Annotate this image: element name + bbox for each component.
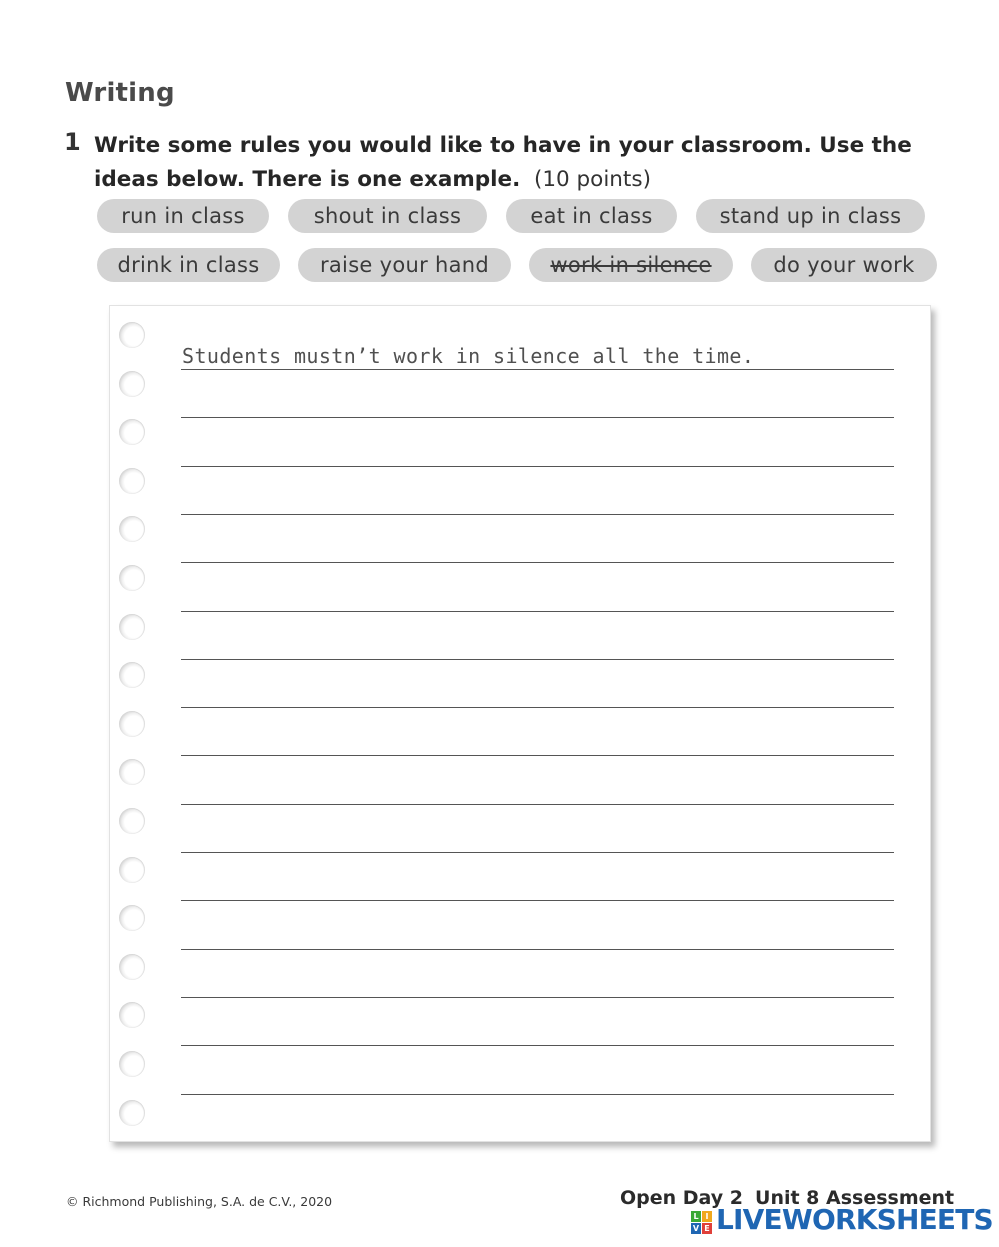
binder-ring-icon bbox=[119, 516, 145, 542]
writing-line[interactable] bbox=[181, 369, 894, 370]
writing-line[interactable] bbox=[181, 514, 894, 515]
writing-line[interactable] bbox=[181, 466, 894, 467]
binder-ring-icon bbox=[119, 857, 145, 883]
idea-chip-drink-in-class: drink in class bbox=[97, 248, 280, 282]
writing-line[interactable] bbox=[181, 1045, 894, 1046]
instructions-text: Write some rules you would like to have in your classroom. Use the ideas below. There is one example. bbox=[94, 133, 912, 192]
writing-line[interactable] bbox=[181, 707, 894, 708]
binder-ring-icon bbox=[119, 419, 145, 445]
binder-ring-icon bbox=[119, 711, 145, 737]
idea-chip-run-in-class: run in class bbox=[97, 199, 269, 233]
binder-ring-icon bbox=[119, 808, 145, 834]
question-instructions bbox=[94, 129, 944, 197]
liveworksheets-logo-text: LIVEWORKSHEETS bbox=[716, 1203, 993, 1236]
binder-ring-icon bbox=[119, 1051, 145, 1077]
binder-ring-icon bbox=[119, 759, 145, 785]
binder-ring-icon bbox=[119, 371, 145, 397]
idea-chip-stand-up-in-class: stand up in class bbox=[696, 199, 925, 233]
binder-ring-icon bbox=[119, 468, 145, 494]
section-title: Writing bbox=[65, 78, 175, 108]
writing-line[interactable] bbox=[181, 949, 894, 950]
binder-ring-icon bbox=[119, 1100, 145, 1126]
binder-ring-icon bbox=[119, 614, 145, 640]
example-answer: Students mustn’t work in silence all the time. bbox=[182, 344, 755, 368]
points-label: (10 points) bbox=[533, 167, 651, 192]
binder-ring-icon bbox=[119, 662, 145, 688]
logo-letter: L bbox=[691, 1211, 701, 1222]
logo-letter: I bbox=[702, 1211, 712, 1222]
writing-line[interactable] bbox=[181, 417, 894, 418]
writing-line[interactable] bbox=[181, 900, 894, 901]
binder-ring-icon bbox=[119, 954, 145, 980]
idea-chip-do-your-work: do your work bbox=[751, 248, 937, 282]
writing-line[interactable] bbox=[181, 755, 894, 756]
question-number: 1 bbox=[64, 128, 81, 156]
binder-ring-icon bbox=[119, 322, 145, 348]
binder-ring-icon bbox=[119, 1002, 145, 1028]
writing-line[interactable] bbox=[181, 611, 894, 612]
idea-chip-work-in-silence: work in silence bbox=[529, 248, 733, 282]
unit-name: Unit 8 Assessment bbox=[755, 1187, 955, 1209]
notebook-sheet bbox=[109, 305, 931, 1142]
idea-chip-raise-your-hand: raise your hand bbox=[298, 248, 511, 282]
logo-letter: V bbox=[692, 1224, 700, 1233]
writing-line[interactable] bbox=[181, 1094, 894, 1095]
writing-line[interactable] bbox=[181, 997, 894, 998]
copyright-notice: © Richmond Publishing, S.A. de C.V., 2020 bbox=[66, 1194, 333, 1209]
writing-line[interactable] bbox=[181, 659, 894, 660]
idea-chip-shout-in-class: shout in class bbox=[288, 199, 487, 233]
binder-ring-icon bbox=[119, 565, 145, 591]
book-name: Open Day 2 bbox=[620, 1187, 744, 1209]
binder-ring-icon bbox=[119, 905, 145, 931]
writing-line[interactable] bbox=[181, 852, 894, 853]
logo-letter: E bbox=[702, 1223, 712, 1234]
idea-chip-eat-in-class: eat in class bbox=[506, 199, 677, 233]
liveworksheets-logo-icon bbox=[691, 1211, 713, 1235]
writing-line[interactable] bbox=[181, 562, 894, 563]
writing-line[interactable] bbox=[181, 804, 894, 805]
